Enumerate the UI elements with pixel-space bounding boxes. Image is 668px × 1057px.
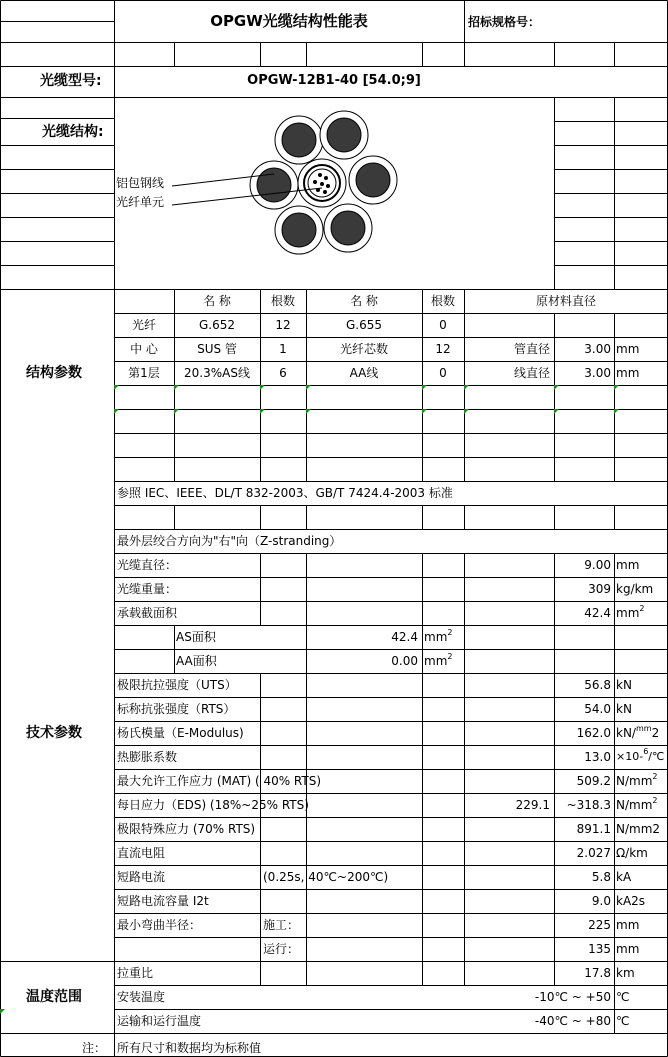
eds-unit: $N/mm^2$ <box>616 796 658 812</box>
bend-install-value: 225 <box>588 918 611 932</box>
bend-radius-label: 最小弯曲半径： <box>117 918 202 932</box>
expansion-unit: ×10-$^6$/℃ <box>616 747 665 763</box>
diameter-value: 9.00 <box>584 558 611 572</box>
rts-value: 54.0 <box>584 702 611 716</box>
callout-aluminum-clad-steel-wire: 铝包钢线 <box>116 176 165 190</box>
bearing-area-label: 承载截面积 <box>117 606 178 620</box>
tension-ratio-unit: km <box>616 966 635 980</box>
operation-temp-label: 运输和运行温度 <box>117 1014 202 1028</box>
model-value: OPGW-12B1-40 [54.0;9] <box>247 73 421 88</box>
col-header-count-1: 根数 <box>270 294 295 308</box>
cell-marker <box>614 409 619 414</box>
install-temp-label: 安装温度 <box>117 990 166 1004</box>
dc-resistance-unit: Ω/km <box>616 846 648 860</box>
ultimate-stress-label: 极限特殊应力 (70% RTS) <box>117 822 256 836</box>
stranding-direction: 最外层绞合方向为"右"向（Z-stranding） <box>117 534 342 548</box>
page-title: OPGW光缆结构性能表 <box>210 12 368 30</box>
bearing-area-unit: $mm^2$ <box>616 604 645 620</box>
bend-install-unit: mm <box>616 918 640 932</box>
modulus-unit: kN/$^{mm}$2 <box>616 724 660 740</box>
bend-run-label: 运行： <box>263 942 300 956</box>
callout-fiber-unit: 光纤单元 <box>116 195 165 209</box>
as-area-unit: $mm^2$ <box>424 628 453 644</box>
diameter-unit: mm <box>616 558 640 572</box>
cell-marker <box>260 409 265 414</box>
uts-value: 56.8 <box>584 678 611 692</box>
bid-spec-label: 招标规格号： <box>468 15 541 29</box>
note-label: 注： <box>81 1041 106 1055</box>
operation-temp-value: -40℃ ~ +80 <box>534 1014 611 1028</box>
eds-label: 每日应力（EDS) (18%~25% RTS) <box>117 798 309 812</box>
short-current-label: 短路电流 <box>117 870 166 884</box>
section-tech-params: 技术参数 <box>26 725 82 741</box>
short-current-unit: kA <box>616 870 632 884</box>
note-text: 所有尺寸和数据均为标称值 <box>117 1041 262 1055</box>
dc-resistance-label: 直流电阻 <box>117 846 166 860</box>
fiber-name-1: G.652 <box>198 318 236 332</box>
short-capacity-value: 9.0 <box>591 894 611 908</box>
cable-cross-section-drawing <box>114 108 554 290</box>
cell-marker <box>614 385 619 390</box>
dc-resistance-value: 2.027 <box>576 846 611 860</box>
modulus-label: 杨氏模量（E-Modulus) <box>117 726 244 740</box>
cell-marker <box>114 385 119 390</box>
weight-unit: kg/km <box>616 582 654 596</box>
cell-marker <box>306 409 311 414</box>
rts-unit: kN <box>616 702 632 716</box>
tube-diameter-value: 3.00 <box>584 342 611 356</box>
row-label-center: 中 心 <box>130 342 158 356</box>
short-capacity-label: 短路电流容量 I2t <box>117 894 209 908</box>
cell-marker <box>464 385 469 390</box>
fiber-count-1: 12 <box>275 318 291 332</box>
row-label-fiber: 光纤 <box>131 318 156 332</box>
col-header-material-diameter: 原材料直径 <box>535 294 596 308</box>
wire-diameter-unit: mm <box>616 366 640 380</box>
diameter-label: 光缆直径： <box>117 558 178 572</box>
layer1-count-1: 6 <box>279 366 287 380</box>
wire-diameter-value: 3.00 <box>584 366 611 380</box>
center-count-2: 12 <box>435 342 451 356</box>
reference-standards: 参照 IEC、IEEE、DL/T 832-2003、GB/T 7424.4-2003 标准 <box>117 486 453 500</box>
expansion-value: 13.0 <box>584 750 611 764</box>
aa-area-label: AA面积 <box>176 654 217 668</box>
cell-marker <box>174 385 179 390</box>
weight-label: 光缆重量： <box>117 582 178 596</box>
operation-temp-unit: ℃ <box>616 1014 630 1028</box>
cell-marker <box>114 409 119 414</box>
tube-diameter-label: 管直径 <box>513 342 550 356</box>
bend-run-value: 135 <box>588 942 611 956</box>
cell-marker <box>260 385 265 390</box>
section-structure-params: 结构参数 <box>26 365 82 381</box>
model-label: 光缆型号: <box>40 73 102 89</box>
cell-marker <box>0 1009 5 1014</box>
as-area-label: AS面积 <box>176 630 216 644</box>
short-capacity-unit: kA2s <box>616 894 646 908</box>
install-temp-value: -10℃ ~ +50 <box>534 990 611 1004</box>
layer1-count-2: 0 <box>439 366 447 380</box>
cell-marker <box>422 385 427 390</box>
bearing-area-value: 42.4 <box>584 606 611 620</box>
weight-value: 309 <box>588 582 611 596</box>
cell-marker <box>422 409 427 414</box>
col-header-count-2: 根数 <box>430 294 455 308</box>
mat-label: 最大允许工作应力 (MAT) ( 40% RTS) <box>117 774 322 788</box>
fiber-name-2: G.655 <box>345 318 383 332</box>
layer1-name-2: AA线 <box>349 366 379 380</box>
eds-value-low: 229.1 <box>515 798 550 812</box>
col-header-name-2: 名 称 <box>350 294 378 308</box>
center-count-1: 1 <box>279 342 287 356</box>
modulus-value: 162.0 <box>576 726 611 740</box>
section-temperature-range: 温度范围 <box>26 989 82 1005</box>
bend-run-unit: mm <box>616 942 640 956</box>
row-label-layer-1: 第1层 <box>128 366 160 380</box>
tension-ratio-value: 17.8 <box>584 966 611 980</box>
bend-install-label: 施工： <box>263 918 300 932</box>
eds-value-high: ~318.3 <box>566 798 611 812</box>
rts-label: 标称抗张强度（RTS） <box>117 702 236 716</box>
wire-diameter-label: 线直径 <box>513 366 550 380</box>
cell-marker <box>174 409 179 414</box>
tension-ratio-label: 拉重比 <box>117 966 154 980</box>
col-header-name-1: 名 称 <box>203 294 231 308</box>
cell-marker <box>464 409 469 414</box>
cell-marker <box>554 385 559 390</box>
expansion-label: 热膨胀系数 <box>117 750 178 764</box>
as-area-value: 42.4 <box>391 630 418 644</box>
aa-area-unit: $mm^2$ <box>424 652 453 668</box>
tube-diameter-unit: mm <box>616 342 640 356</box>
cell-marker <box>554 409 559 414</box>
structure-label: 光缆结构: <box>42 124 104 140</box>
short-current-value: 5.8 <box>591 870 611 884</box>
cell-marker <box>306 385 311 390</box>
ultimate-stress-value: 891.1 <box>576 822 611 836</box>
uts-unit: kN <box>616 678 632 692</box>
uts-label: 极限抗拉强度（UTS） <box>117 678 237 692</box>
mat-unit: $N/mm^2$ <box>616 772 658 788</box>
center-name-2: 光纤芯数 <box>339 342 388 356</box>
center-name-1: SUS 管 <box>197 342 237 356</box>
aa-area-value: 0.00 <box>391 654 418 668</box>
short-current-condition: (0.25s, 40℃~200℃) <box>263 870 389 884</box>
install-temp-unit: ℃ <box>616 990 630 1004</box>
ultimate-stress-unit: N/mm2 <box>616 822 661 836</box>
layer1-name-1: 20.3%AS线 <box>184 366 250 380</box>
fiber-count-2: 0 <box>439 318 447 332</box>
mat-value: 509.2 <box>576 774 611 788</box>
